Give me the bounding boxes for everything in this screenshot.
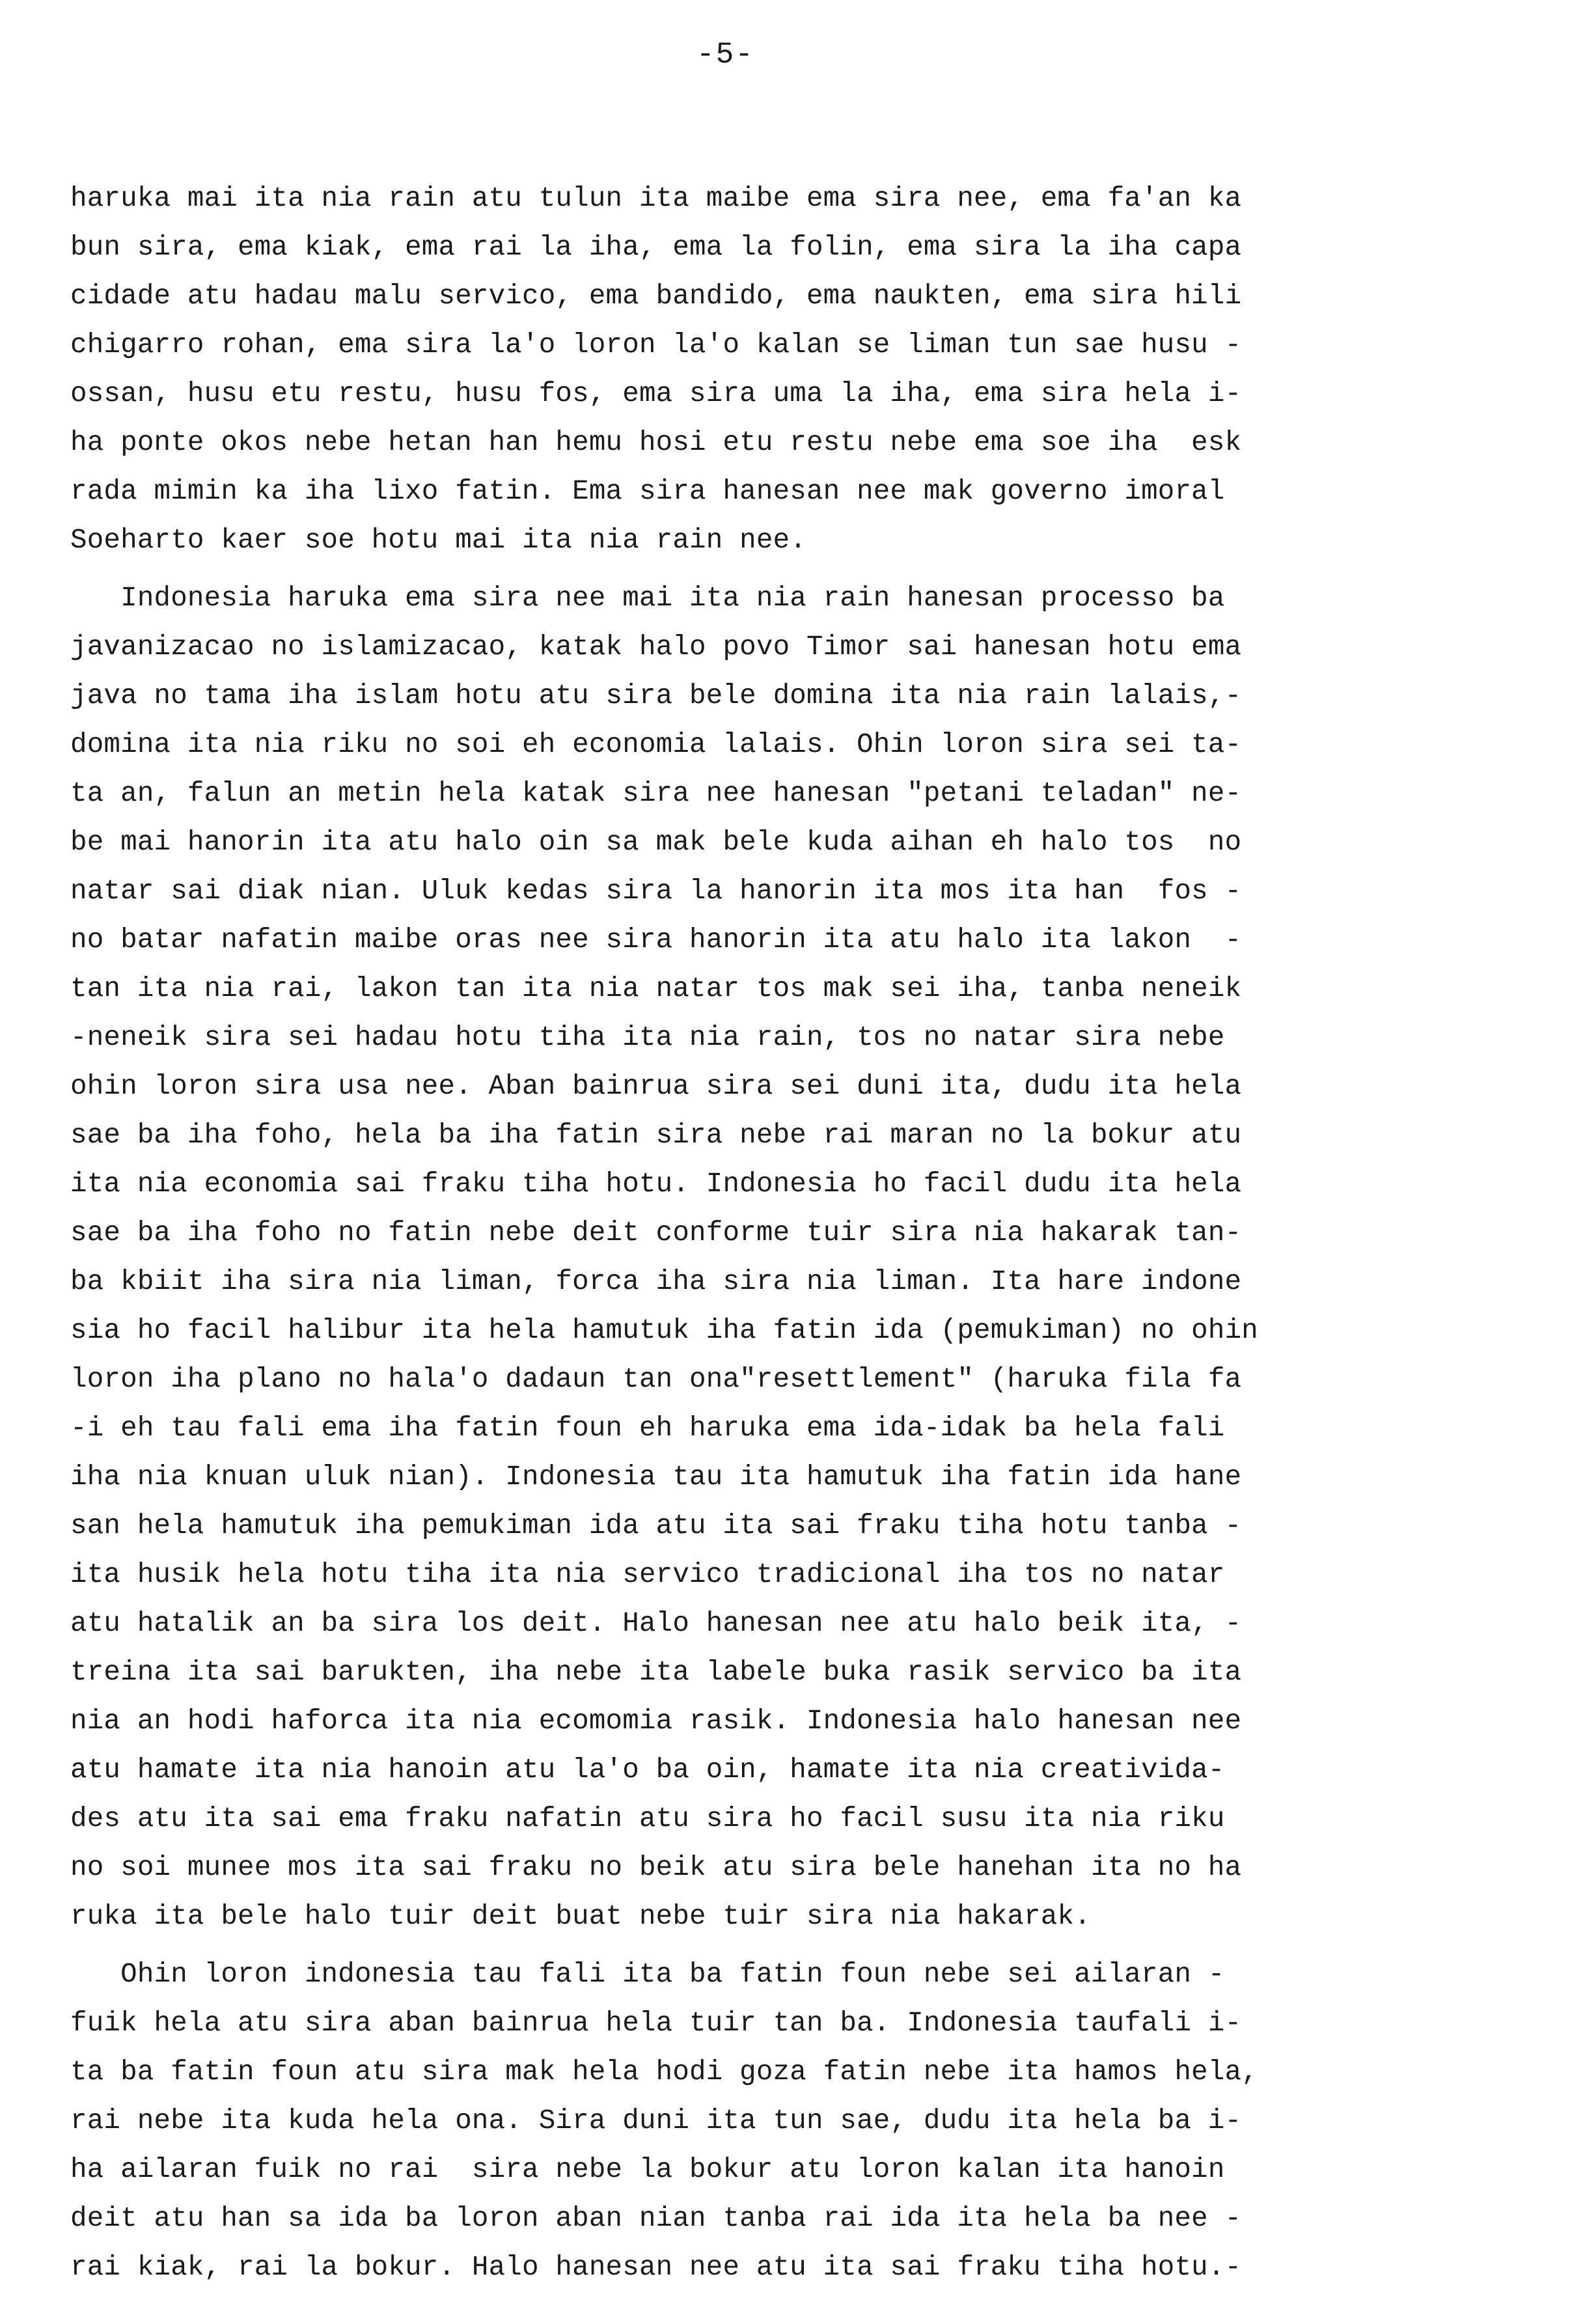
text-line: fuik hela atu sira aban bainrua hela tuir tan ba. Indonesia taufali i-: [70, 2008, 1242, 2039]
text-line: Ohin loron indonesia tau fali ita ba fatin foun nebe sei ailaran -: [70, 1959, 1225, 1990]
paragraph-3: [70, 1950, 1463, 2292]
text-line: Soeharto kaer soe hotu mai ita nia rain nee.: [70, 525, 806, 556]
text-line: ba kbiit iha sira nia liman, forca iha sira nia liman. Ita hare indone: [70, 1266, 1242, 1297]
text-line: Indonesia haruka ema sira nee mai ita nia rain hanesan processo ba: [70, 583, 1225, 614]
text-line: bun sira, ema kiak, ema rai la iha, ema la folin, ema sira la iha capa: [70, 232, 1242, 263]
paragraph-1: [70, 174, 1463, 565]
text-line: ruka ita bele halo tuir deit buat nebe tuir sira nia hakarak.: [70, 1901, 1091, 1932]
text-line: tan ita nia rai, lakon tan ita nia natar tos mak sei iha, tanba neneik: [70, 973, 1242, 1004]
paragraph-gap: [70, 1941, 1463, 1950]
text-line: ha ailaran fuik no rai sira nebe la bokur atu loron kalan ita hanoin: [70, 2154, 1225, 2185]
text-line: sae ba iha foho, hela ba iha fatin sira nebe rai maran no la bokur atu: [70, 1120, 1242, 1151]
text-line: atu hatalik an ba sira los deit. Halo hanesan nee atu halo beik ita, -: [70, 1608, 1242, 1639]
text-line: ita nia economia sai fraku tiha hotu. Indonesia ho facil dudu ita hela: [70, 1169, 1242, 1200]
text-line: sia ho facil halibur ita hela hamutuk iha fatin ida (pemukiman) no ohin: [70, 1315, 1258, 1346]
text-line: loron iha plano no hala'o dadaun tan ona"resettlement" (haruka fila fa: [70, 1364, 1242, 1395]
text-line: be mai hanorin ita atu halo oin sa mak bele kuda aihan eh halo tos no: [70, 827, 1242, 858]
text-line: rada mimin ka iha lixo fatin. Ema sira hanesan nee mak governo imoral: [70, 476, 1225, 507]
text-line: ita husik hela hotu tiha ita nia servico tradicional iha tos no natar: [70, 1559, 1225, 1590]
text-line: chigarro rohan, ema sira la'o loron la'o kalan se liman tun sae husu -: [70, 329, 1242, 361]
text-line: treina ita sai barukten, iha nebe ita labele buka rasik servico ba ita: [70, 1657, 1242, 1688]
page-number: -5-: [696, 38, 754, 72]
text-line: ossan, husu etu restu, husu fos, ema sira uma la iha, ema sira hela i-: [70, 378, 1242, 409]
text-line: atu hamate ita nia hanoin atu la'o ba oin, hamate ita nia creativida-: [70, 1754, 1225, 1786]
text-line: natar sai diak nian. Uluk kedas sira la hanorin ita mos ita han fos -: [70, 876, 1242, 907]
text-line: iha nia knuan uluk nian). Indonesia tau ita hamutuk iha fatin ida hane: [70, 1461, 1242, 1493]
text-line: ta an, falun an metin hela katak sira nee hanesan "petani teladan" ne-: [70, 778, 1242, 809]
text-line: nia an hodi haforca ita nia ecomomia rasik. Indonesia halo hanesan nee: [70, 1706, 1242, 1737]
text-line: des atu ita sai ema fraku nafatin atu sira ho facil susu ita nia riku: [70, 1803, 1225, 1834]
text-line: ohin loron sira usa nee. Aban bainrua sira sei duni ita, dudu ita hela: [70, 1071, 1242, 1102]
paragraph-2: [70, 574, 1463, 1941]
text-line: -neneik sira sei hadau hotu tiha ita nia rain, tos no natar sira nebe: [70, 1022, 1225, 1053]
text-line: rai nebe ita kuda hela ona. Sira duni ita tun sae, dudu ita hela ba i-: [70, 2105, 1242, 2137]
paragraph-gap: [70, 565, 1463, 574]
text-line: java no tama iha islam hotu atu sira bele domina ita nia rain lalais,-: [70, 680, 1242, 712]
text-line: -i eh tau fali ema iha fatin foun eh haruka ema ida-idak ba hela fali: [70, 1413, 1225, 1444]
text-line: no batar nafatin maibe oras nee sira hanorin ita atu halo ita lakon -: [70, 924, 1242, 956]
text-line: no soi munee mos ita sai fraku no beik atu sira bele hanehan ita no ha: [70, 1852, 1242, 1883]
text-line: javanizacao no islamizacao, katak halo povo Timor sai hanesan hotu ema: [70, 631, 1242, 663]
text-line: ta ba fatin foun atu sira mak hela hodi goza fatin nebe ita hamos hela,: [70, 2056, 1258, 2088]
text-line: cidade atu hadau malu servico, ema bandido, ema naukten, ema sira hili: [70, 281, 1242, 312]
text-line: rai kiak, rai la bokur. Halo hanesan nee atu ita sai fraku tiha hotu.-: [70, 2252, 1242, 2283]
body-text: [70, 174, 1463, 2292]
text-line: ha ponte okos nebe hetan han hemu hosi etu restu nebe ema soe iha esk: [70, 427, 1242, 458]
text-line: haruka mai ita nia rain atu tulun ita maibe ema sira nee, ema fa'an ka: [70, 183, 1242, 214]
text-line: sae ba iha foho no fatin nebe deit conforme tuir sira nia hakarak tan-: [70, 1217, 1242, 1249]
text-line: domina ita nia riku no soi eh economia lalais. Ohin loron sira sei ta-: [70, 729, 1242, 760]
text-line: deit atu han sa ida ba loron aban nian tanba rai ida ita hela ba nee -: [70, 2203, 1242, 2234]
text-line: san hela hamutuk iha pemukiman ida atu ita sai fraku tiha hotu tanba -: [70, 1510, 1242, 1542]
